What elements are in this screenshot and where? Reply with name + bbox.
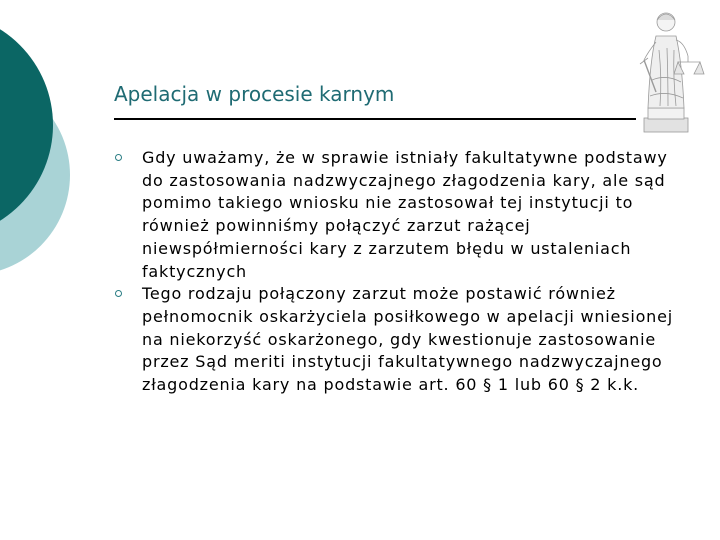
bullet-list — [114, 147, 674, 397]
lady-justice-statue-icon — [626, 0, 706, 140]
title-divider — [114, 118, 636, 120]
decorative-circles — [0, 0, 110, 300]
bullet-item — [114, 283, 674, 397]
bullet-text: Gdy uważamy, że w sprawie istniały fakultatywne podstawy do zastosowania nadzwyczajnego złagodzenia kary, ale sąd pomimo takiego wniosku nie zastosował tej instytucji to również powinniśmy połączyć zarzut rażącej niewspółmierności kary z zarzutem błędu w ustaleniach faktycznych — [142, 148, 668, 281]
hollow-circle-bullet-icon — [115, 154, 122, 161]
bullet-item — [114, 147, 674, 283]
slide-title: Apelacja w procesie karnym — [114, 82, 395, 106]
hollow-circle-bullet-icon — [115, 290, 122, 297]
bullet-text: Tego rodzaju połączony zarzut może postawić również pełnomocnik oskarżyciela posiłkowego w apelacji wniesionej na niekorzyść oskarżonego, gdy kwestionuje zastosowanie przez Sąd meriti instytucji fakultatywnego nadzwyczajnego złagodzenia kary na podstawie art. 60 § 1 lub 60 § 2 k.k. — [142, 284, 674, 395]
